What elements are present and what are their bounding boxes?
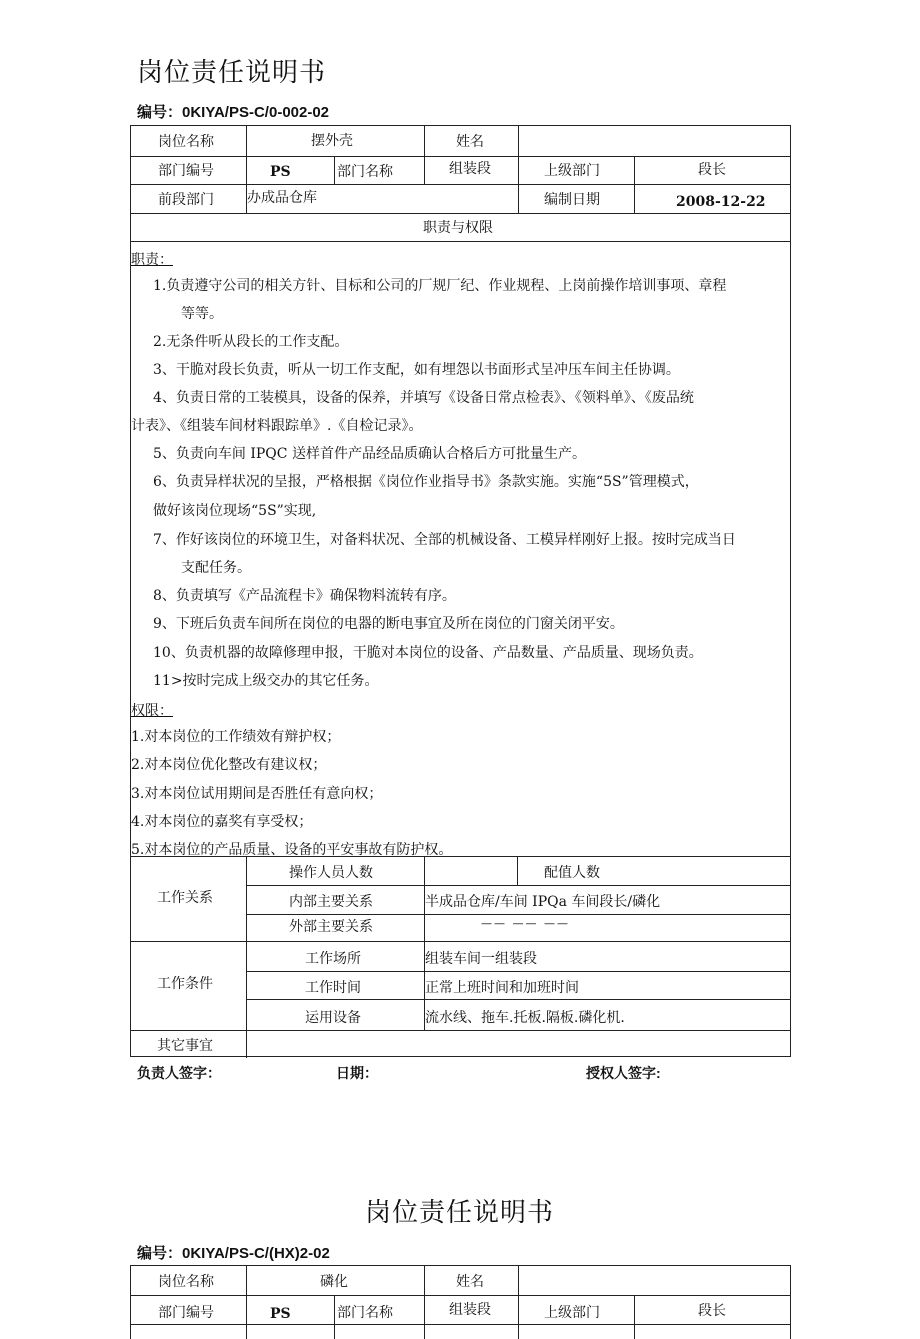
external-relation-label: 外部主要关系	[289, 919, 373, 935]
responsibility-table-2	[130, 1265, 791, 1339]
right-line: 3.对本岗位试用期间是否胜任有意向权；	[131, 786, 383, 802]
prev-dept-label: 前段部门	[158, 192, 214, 208]
page-title-2: 岗位责任说明书	[365, 1198, 555, 1228]
dept-name-label: 部门名称	[337, 164, 393, 180]
superior-value-2: 段长	[698, 1303, 726, 1319]
duty-line: 3、干脆对段长负责，听从一切工作支配，如有埋怨以书面形式呈冲压车间主任协调。	[153, 362, 680, 378]
internal-relation-value: 半成品仓库/车间 IPQa 车间段长/磷化	[425, 894, 661, 910]
work-time-value: 正常上班时间和加班时间	[425, 980, 579, 996]
rights-title: 权限：	[131, 703, 173, 719]
duty-line: 6、负责异样状况的呈报，严格根据《岗位作业指导书》条款实施。实施“5S”管理模式，	[153, 474, 699, 490]
duty-line: 2.无条件听从段长的工作支配。	[153, 334, 349, 350]
dept-name-label-2: 部门名称	[337, 1305, 393, 1321]
superior-label: 上级部门	[544, 163, 600, 179]
duty-line: 8、负责填写《产品流程卡》确保物料流转有序。	[153, 588, 456, 604]
other-matters-label: 其它事宜	[157, 1038, 213, 1054]
work-place-value: 组装车间一组装段	[425, 951, 537, 967]
duty-line: 等等。	[181, 306, 223, 322]
duty-line: 做好该岗位现场“5S”实现,	[153, 503, 317, 519]
equipment-value: 流水线、拖车.托板.隔板.磷化机.	[425, 1010, 625, 1026]
date-label: 编制日期	[544, 192, 600, 208]
name-label: 姓名	[456, 134, 484, 150]
duty-line: 9、下班后负责车间所在岗位的电器的断电事宜及所在岗位的门窗关闭平安。	[153, 616, 624, 632]
post-name-label: 岗位名称	[158, 134, 214, 150]
authorized-signature-label: 授权人签字:	[586, 1065, 661, 1081]
page-title: 岗位责任说明书	[137, 58, 327, 88]
duty-line: 4、负责日常的工装模具，设备的保养，并填写《设备日常点检表》、《领料单》、《废品统	[153, 390, 694, 406]
superior-label-2: 上级部门	[544, 1305, 600, 1321]
section-header: 职责与权限	[423, 220, 493, 236]
allocated-count-label: 配值人数	[544, 865, 600, 881]
duty-line: 1.负责遵守公司的相关方针、目标和公司的厂规厂纪、作业规程、上岗前操作培训事项、章程	[153, 278, 727, 294]
work-place-label: 工作场所	[305, 951, 361, 967]
name-label-2: 姓名	[456, 1274, 484, 1290]
external-relation-value: —— —— ——	[481, 917, 570, 930]
superior-value: 段长	[698, 162, 726, 178]
right-line: 5.对本岗位的产品质量、设备的平安事故有防护权。	[131, 842, 453, 858]
duty-line: 10、负责机器的故障修理申报，干脆对本岗位的设备、产品数量、产品质量、现场负责。	[153, 645, 703, 661]
equipment-label: 运用设备	[305, 1010, 361, 1026]
duties-title: 职责：	[131, 252, 173, 268]
prev-dept-value: 办成品仓库	[247, 190, 317, 206]
duty-line: 7、作好该岗位的环境卫生，对备料状况、全部的机械设备、工模异样刚好上报。按时完成当日	[153, 532, 736, 548]
duty-line: 11>按时完成上级交办的其它任务。	[153, 673, 379, 689]
duty-line: 支配任务。	[181, 560, 251, 576]
duty-line: 计表》、《组装车间材料跟踪单》.《自检记录》。	[131, 418, 423, 434]
work-relation-label: 工作关系	[157, 890, 213, 906]
post-name-value-2: 磷化	[320, 1274, 348, 1290]
right-line: 4.对本岗位的嘉奖有享受权；	[131, 814, 313, 830]
dept-no-value: PS	[270, 164, 291, 180]
right-line: 2.对本岗位优化整改有建议权；	[131, 757, 327, 773]
date-value: 2008-12-22	[676, 194, 766, 210]
document-code-2: 编号：0KIYA/PS-C/(HX)2-02	[137, 1245, 330, 1262]
document-code: 编号：0KIYA/PS-C/0-002-02	[137, 104, 330, 121]
work-conditions-label: 工作条件	[157, 976, 213, 992]
post-name-value: 摆外壳	[311, 133, 353, 149]
dept-no-label: 部门编号	[158, 163, 214, 179]
responsible-signature-label: 负责人签字：	[137, 1065, 221, 1081]
responsibility-table	[130, 125, 791, 1057]
right-line: 1.对本岗位的工作绩效有辩护权；	[131, 729, 341, 745]
staff-count-label: 操作人员人数	[289, 865, 373, 881]
dept-no-value-2: PS	[270, 1306, 291, 1322]
dept-name-value-2: 组装段	[449, 1302, 491, 1318]
dept-name-value: 组装段	[449, 161, 491, 177]
sign-date-label: 日期：	[336, 1065, 378, 1081]
post-name-label-2: 岗位名称	[158, 1274, 214, 1290]
duty-line: 5、负责向车间 IPQC 送样首件产品经品质确认合格后方可批量生产。	[153, 446, 586, 462]
dept-no-label-2: 部门编号	[158, 1305, 214, 1321]
internal-relation-label: 内部主要关系	[289, 894, 373, 910]
work-time-label: 工作时间	[305, 980, 361, 996]
